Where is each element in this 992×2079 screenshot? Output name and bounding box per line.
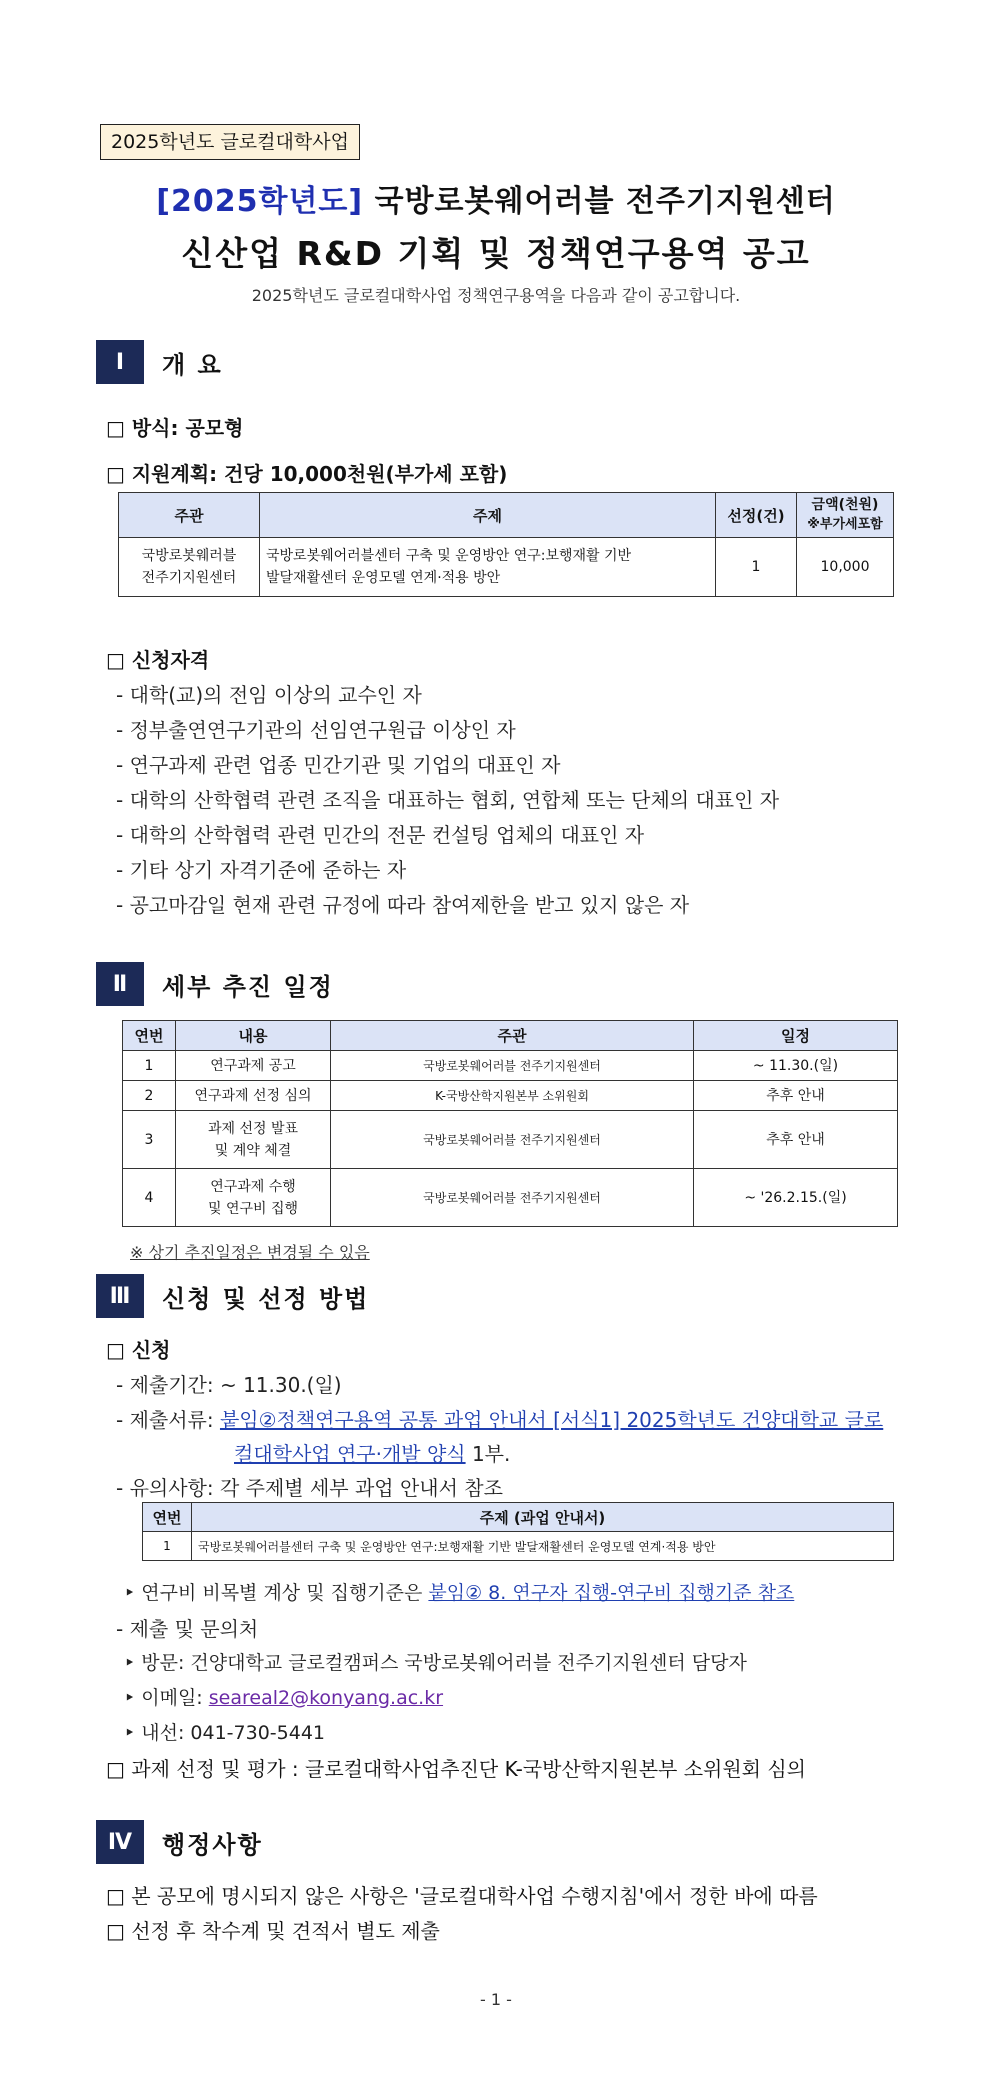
caution-line: - 유의사항: 각 주제별 세부 과업 안내서 참조	[116, 1476, 503, 1500]
contact-title: - 제출 및 문의처	[116, 1617, 259, 1641]
docs-link[interactable]: 붙임②정책연구용역 공통 과업 안내서 [서식1] 2025학년도 건양대학교 글로	[219, 1408, 884, 1432]
section-number: Ⅳ	[96, 1820, 144, 1864]
visit-line: ‣ 방문: 건양대학교 글로컬캠퍼스 국방로봇웨어러블 전주기지원센터 담당자	[124, 1652, 747, 1674]
section-number: Ⅰ	[96, 340, 144, 384]
table-row	[123, 1081, 898, 1111]
row-organizer: 국방로봇웨어러블 전주기지원센터	[331, 1051, 694, 1081]
qualification-title: □ 신청자격	[106, 648, 210, 672]
method-line: □ 방식: 공모형	[106, 416, 244, 440]
table-header: 주제	[260, 493, 716, 538]
submission-period: - 제출기간: ~ 11.30.(일)	[116, 1373, 342, 1397]
table-header: 연번	[123, 1021, 176, 1051]
section-number: Ⅲ	[96, 1274, 144, 1318]
table-header-amount	[797, 493, 894, 538]
org-line: 국방로봇웨러블	[141, 548, 237, 564]
qualification-item: - 정부출연연구기관의 선임연구원급 이상인 자	[116, 718, 516, 742]
table-header: 연번	[143, 1503, 192, 1532]
row-topic: 국방로봇웨어러블센터 구축 및 운영방안 연구:보행재활 기반 발달재활센터 운영모델 연계·적용 방안	[192, 1532, 894, 1561]
selection-line: □ 과제 선정 및 평가 : 글로컬대학사업추진단 K-국방산학지원본부 소위원회 심의	[106, 1757, 807, 1781]
amount-header: 금액(천원)	[811, 497, 879, 513]
docs-link-cont[interactable]: 컬대학사업 연구·개발 양식	[234, 1442, 466, 1466]
table-header: 주관	[119, 493, 260, 538]
row-number: 3	[123, 1111, 176, 1169]
table-cell-amount: 10,000	[797, 538, 894, 597]
support-plan-line: □ 지원계획: 건당 10,000천원(부가세 포함)	[106, 462, 508, 486]
page-number: - 1 -	[480, 1990, 512, 2009]
row-number: 1	[143, 1532, 192, 1561]
row-number: 2	[123, 1081, 176, 1111]
budget-prefix: ‣ 연구비 비목별 계상 및 집행기준은	[124, 1582, 429, 1604]
support-table	[118, 492, 894, 597]
schedule-note: ※ 상기 추진일정은 변경될 수 있음	[130, 1243, 370, 1262]
task-guide-table	[142, 1502, 894, 1561]
section-1-header	[96, 340, 223, 384]
qualification-item: - 공고마감일 현재 관련 규정에 따라 참여제한을 받고 있지 않은 자	[116, 893, 690, 917]
qualification-item: - 기타 상기 자격기준에 준하는 자	[116, 858, 407, 882]
row-date: ~ '26.2.15.(일)	[694, 1169, 898, 1227]
row-organizer: 국방로봇웨어러블 전주기지원센터	[331, 1169, 694, 1227]
row-number: 1	[123, 1051, 176, 1081]
content-line: 연구과제 수행	[210, 1178, 296, 1195]
table-cell-org	[119, 538, 260, 597]
title-line-1	[0, 176, 992, 220]
table-row	[143, 1532, 894, 1561]
apply-title: □ 신청	[106, 1338, 171, 1362]
table-header: 내용	[176, 1021, 331, 1051]
section-label: 신청 및 선정 방법	[162, 1284, 370, 1313]
section-3-header	[96, 1274, 369, 1318]
title-line-2: 신산업 R&D 기획 및 정책연구용역 공고	[181, 234, 811, 273]
docs-prefix: - 제출서류:	[116, 1408, 220, 1432]
qualification-item: - 대학의 산학협력 관련 민간의 전문 컨설팅 업체의 대표인 자	[116, 823, 645, 847]
row-content	[176, 1111, 331, 1169]
row-date: 추후 안내	[694, 1081, 898, 1111]
qualification-item: - 연구과제 관련 업종 민간기관 및 기업의 대표인 자	[116, 753, 561, 777]
section-label: 개 요	[162, 350, 223, 379]
table-row	[123, 1169, 898, 1227]
content-line: 및 계약 체결	[214, 1142, 292, 1159]
announcement-subtitle: 2025학년도 글로컬대학사업 정책연구용역을 다음과 같이 공고합니다.	[251, 286, 741, 305]
email-line	[124, 1683, 443, 1710]
section-label: 세부 추진 일정	[162, 972, 334, 1001]
table-row	[123, 1051, 898, 1081]
phone-line: ‣ 내선: 041-730-5441	[124, 1722, 325, 1744]
row-organizer: K-국방산학지원본부 소위원회	[331, 1081, 694, 1111]
table-header: 일정	[694, 1021, 898, 1051]
section-number: Ⅱ	[96, 962, 144, 1006]
row-content	[176, 1169, 331, 1227]
docs-suffix: 1부.	[465, 1442, 511, 1466]
qualification-item: - 대학의 산학협력 관련 조직을 대표하는 협회, 연합체 또는 단체의 대표인 자	[116, 788, 780, 812]
table-header: 주관	[331, 1021, 694, 1051]
table-header: 주제 (과업 안내서)	[192, 1503, 894, 1532]
schedule-table	[122, 1020, 898, 1227]
row-number: 4	[123, 1169, 176, 1227]
topic-line: 국방로봇웨어러블센터 구축 및 운영방안 연구:보행재활 기반	[266, 548, 632, 564]
row-content: 연구과제 공고	[176, 1051, 331, 1081]
budget-link[interactable]: 붙임② 8. 연구자 집행-연구비 집행기준 참조	[428, 1582, 795, 1604]
content-line: 과제 선정 발표	[207, 1120, 299, 1137]
row-date: ~ 11.30.(일)	[694, 1051, 898, 1081]
table-row	[119, 538, 894, 597]
program-badge: 2025학년도 글로컬대학사업	[100, 124, 360, 160]
email-link[interactable]: seareal2@konyang.ac.kr	[208, 1687, 444, 1709]
qualification-item: - 대학(교)의 전임 이상의 교수인 자	[116, 683, 422, 707]
submission-docs-cont	[234, 1438, 510, 1467]
row-organizer: 국방로봇웨어러블 전주기지원센터	[331, 1111, 694, 1169]
table-row	[123, 1111, 898, 1169]
budget-line	[124, 1578, 794, 1605]
row-content: 연구과제 선정 심의	[176, 1081, 331, 1111]
admin-item: □ 선정 후 착수계 및 견적서 별도 제출	[106, 1919, 440, 1943]
submission-docs	[116, 1404, 883, 1433]
title-center-name: 국방로봇웨어러블 전주기지원센터	[374, 184, 836, 219]
topic-line: 발달재활센터 운영모델 연계·적용 방안	[266, 570, 501, 586]
table-cell-topic	[260, 538, 716, 597]
org-line: 전주기지원센터	[141, 570, 237, 586]
section-2-header	[96, 962, 334, 1006]
table-header: 선정(건)	[716, 493, 797, 538]
vat-note: ※부가세포함	[807, 517, 883, 532]
section-4-header	[96, 1820, 263, 1864]
row-date: 추후 안내	[694, 1111, 898, 1169]
title-year: [2025학년도]	[156, 184, 364, 219]
content-line: 및 연구비 집행	[207, 1200, 299, 1217]
table-cell-count: 1	[716, 538, 797, 597]
admin-item: □ 본 공모에 명시되지 않은 사항은 '글로컬대학사업 수행지침'에서 정한 바에 따름	[106, 1884, 818, 1908]
email-prefix: ‣ 이메일:	[124, 1687, 209, 1709]
section-label: 행정사항	[162, 1830, 263, 1859]
